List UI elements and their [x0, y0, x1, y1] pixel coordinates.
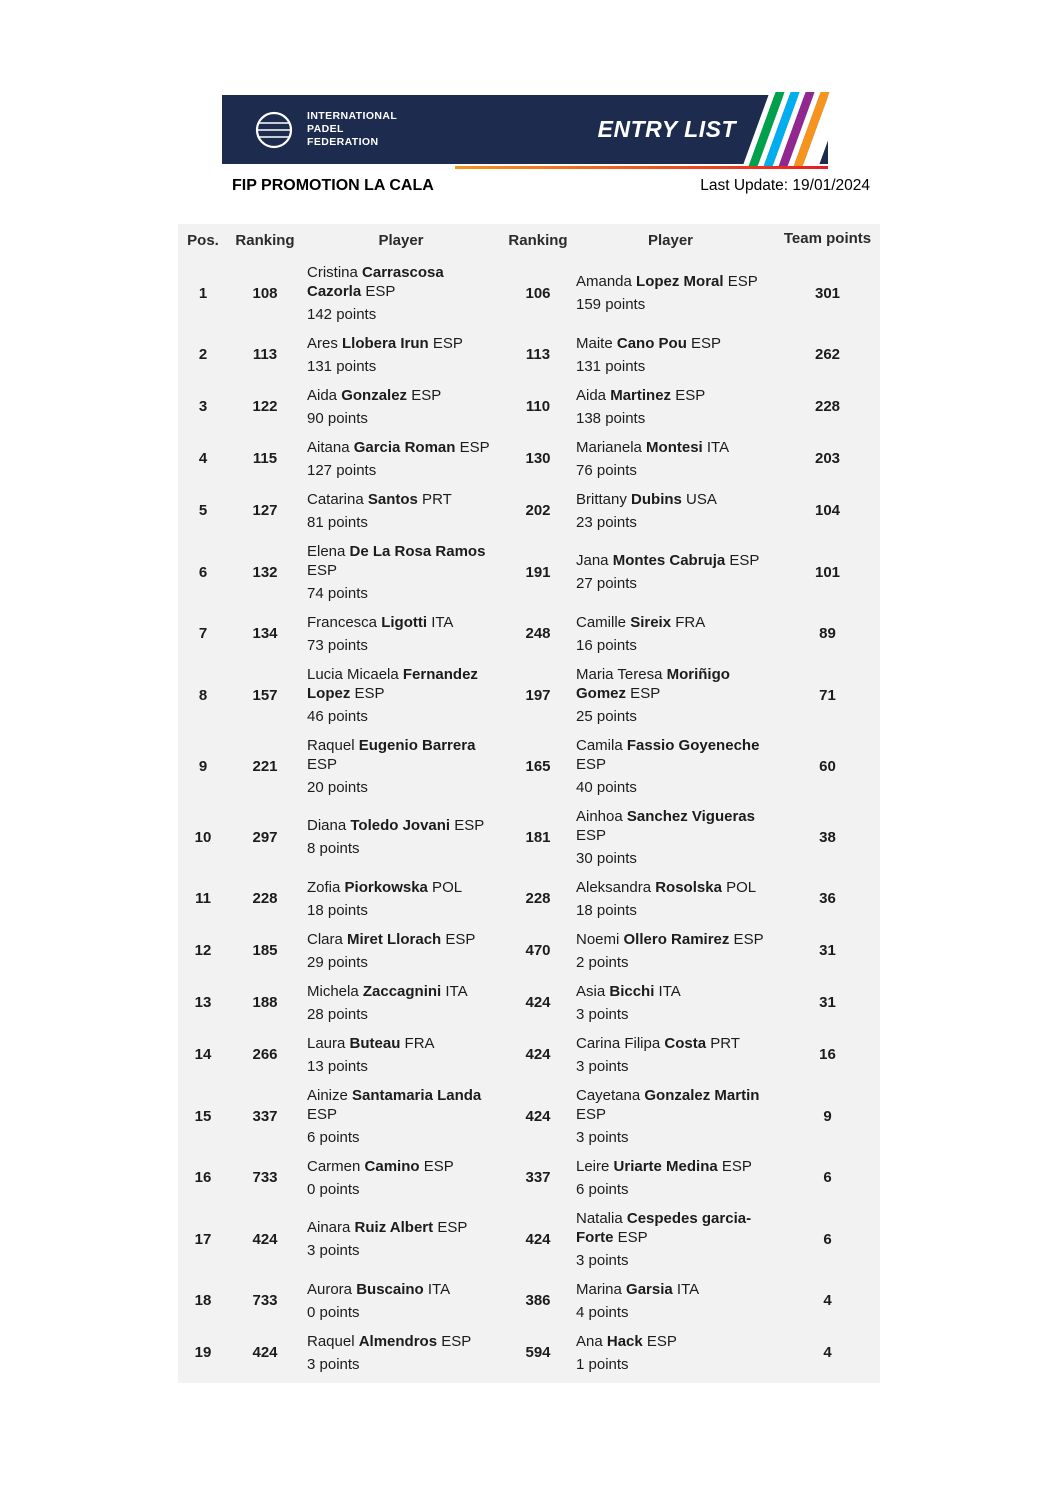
position-cell: 7	[198, 625, 208, 643]
team-points-cell: 101	[814, 563, 841, 581]
player-name: Noemi Ollero Ramirez ESP	[576, 930, 764, 948]
ranking-cell-1: 424	[252, 1344, 278, 1362]
player-points: 90 points	[307, 409, 368, 427]
player-points: 23 points	[576, 513, 637, 531]
player-name: Francesca Ligotti ITA	[307, 613, 454, 631]
player-points: 73 points	[307, 636, 368, 654]
player-cell-1	[302, 334, 505, 376]
banner-stripes-icon	[742, 92, 845, 167]
player-points: 0 points	[307, 1303, 360, 1321]
ranking-cell-1: 228	[252, 890, 278, 908]
position-cell: 8	[198, 686, 208, 704]
player-name: Leire Uriarte Medina ESP	[576, 1157, 752, 1175]
player-name: Cristina Carrascosa Cazorla ESP	[307, 263, 444, 300]
player-cell-1	[302, 1218, 505, 1260]
player-cell-2	[571, 807, 775, 868]
position-cell: 18	[194, 1292, 212, 1310]
player-name: Ainara Ruiz Albert ESP	[307, 1219, 468, 1237]
player-points: 30 points	[576, 849, 637, 867]
player-name: Marianela Montesi ITA	[576, 438, 730, 456]
player-name: Zofia Piorkowska POL	[307, 878, 463, 896]
player-name: Carmen Camino ESP	[307, 1157, 454, 1175]
ranking-cell-1: 188	[252, 994, 278, 1012]
player-cell-2	[571, 878, 775, 920]
position-cell: 2	[198, 346, 208, 364]
player-name: Asia Bicchi ITA	[576, 982, 681, 1000]
player-name: Catarina Santos PRT	[307, 490, 452, 508]
player-points: 40 points	[576, 778, 637, 796]
player-cell-1	[302, 613, 505, 655]
player-cell-2	[571, 386, 775, 428]
player-name: Clara Miret Llorach ESP	[307, 930, 476, 948]
player-points: 18 points	[307, 901, 368, 919]
table-row	[178, 925, 880, 977]
logo-text-line-1: INTERNATIONAL	[307, 109, 398, 122]
player-cell-2	[571, 334, 775, 376]
table-row	[178, 1204, 880, 1275]
ranking-cell-1: 113	[252, 346, 278, 364]
position-cell: 15	[194, 1107, 212, 1125]
team-points-cell: 301	[814, 284, 841, 302]
player-cell-2	[571, 438, 775, 480]
team-points-cell: 71	[819, 686, 836, 704]
table-row	[178, 802, 880, 873]
player-cell-1	[302, 386, 505, 428]
position-cell: 5	[198, 502, 208, 520]
player-name: Aleksandra Rosolska POL	[576, 878, 757, 896]
player-points: 2 points	[576, 953, 629, 971]
player-points: 3 points	[576, 1251, 629, 1269]
player-cell-1	[302, 982, 505, 1024]
ranking-cell-2: 386	[525, 1292, 551, 1310]
player-cell-2	[571, 982, 775, 1024]
player-name: Camille Sireix FRA	[576, 613, 706, 631]
player-name: Marina Garsia ITA	[576, 1280, 700, 1298]
position-cell: 6	[198, 563, 208, 581]
player-cell-1	[302, 878, 505, 920]
team-points-cell: 31	[819, 942, 836, 960]
team-points-cell: 89	[819, 625, 836, 643]
ranking-cell-2: 202	[525, 502, 551, 520]
player-points: 46 points	[307, 707, 368, 725]
position-cell: 3	[198, 398, 208, 416]
player-points: 142 points	[307, 305, 377, 323]
ranking-cell-2: 594	[525, 1344, 551, 1362]
ranking-cell-2: 424	[525, 1046, 551, 1064]
player-name: Lucia Micaela Fernandez Lopez ESP	[307, 665, 478, 702]
fip-logo	[222, 108, 397, 152]
player-points: 25 points	[576, 707, 637, 725]
ranking-cell-2: 228	[525, 890, 551, 908]
player-name: Amanda Lopez Moral ESP	[576, 273, 758, 291]
player-name: Cayetana Gonzalez Martin ESP	[576, 1086, 760, 1123]
table-row	[178, 381, 880, 433]
player-cell-2	[571, 1209, 775, 1270]
player-cell-1	[302, 1332, 505, 1374]
player-name: Ainize Santamaria Landa ESP	[307, 1086, 482, 1123]
player-points: 3 points	[307, 1355, 360, 1373]
player-cell-2	[571, 613, 775, 655]
fip-ball-icon	[252, 108, 296, 152]
col-header-player-2: Player	[647, 231, 694, 249]
fip-logo-text	[307, 110, 397, 149]
ranking-cell-2: 106	[525, 284, 551, 302]
table-row	[178, 977, 880, 1029]
team-points-cell: 6	[823, 1169, 832, 1187]
ranking-cell-1: 157	[252, 686, 278, 704]
player-name: Ares Llobera Irun ESP	[307, 334, 463, 352]
player-name: Aitana Garcia Roman ESP	[307, 438, 490, 456]
col-header-ranking-1: Ranking	[235, 231, 295, 249]
player-cell-1	[302, 438, 505, 480]
position-cell: 1	[198, 284, 208, 302]
team-points-cell: 38	[819, 828, 836, 846]
ranking-cell-2: 165	[525, 757, 551, 775]
player-cell-1	[302, 263, 505, 324]
team-points-cell: 9	[823, 1107, 832, 1125]
player-points: 76 points	[576, 461, 637, 479]
ranking-cell-2: 424	[525, 1230, 551, 1248]
player-cell-1	[302, 665, 505, 726]
table-row	[178, 433, 880, 485]
player-points: 3 points	[307, 1242, 360, 1260]
table-row	[178, 485, 880, 537]
player-points: 1 points	[576, 1355, 629, 1373]
table-row	[178, 258, 880, 329]
player-cell-1	[302, 1280, 505, 1322]
player-name: Raquel Eugenio Barrera ESP	[307, 736, 476, 773]
table-body	[178, 258, 880, 1379]
table-row	[178, 537, 880, 608]
player-cell-2	[571, 551, 775, 593]
team-points-cell: 228	[814, 398, 841, 416]
team-points-cell: 36	[819, 890, 836, 908]
team-points-cell: 104	[814, 502, 841, 520]
table-row	[178, 329, 880, 381]
entry-banner	[222, 95, 828, 164]
player-points: 28 points	[307, 1005, 368, 1023]
table-row	[178, 1029, 880, 1081]
ranking-cell-2: 181	[525, 828, 551, 846]
entry-table	[178, 224, 880, 1383]
ranking-cell-2: 424	[525, 1107, 551, 1125]
player-cell-2	[571, 1034, 775, 1076]
logo-text-line-2: PADEL	[307, 122, 344, 135]
player-name: Brittany Dubins USA	[576, 490, 717, 508]
position-cell: 17	[194, 1230, 212, 1248]
ranking-cell-1: 108	[252, 284, 278, 302]
ranking-cell-1: 733	[252, 1292, 278, 1310]
player-points: 3 points	[576, 1005, 629, 1023]
col-header-pos: Pos.	[187, 231, 219, 249]
team-points-cell: 31	[819, 994, 836, 1012]
team-points-cell: 4	[823, 1292, 832, 1310]
team-points-cell: 16	[819, 1046, 836, 1064]
position-cell: 4	[198, 450, 208, 468]
player-name: Aurora Buscaino ITA	[307, 1280, 451, 1298]
team-points-cell: 262	[814, 346, 841, 364]
position-cell: 13	[194, 994, 212, 1012]
position-cell: 11	[195, 890, 211, 908]
position-cell: 19	[194, 1344, 212, 1362]
player-cell-1	[302, 930, 505, 972]
player-cell-2	[571, 272, 775, 314]
player-cell-2	[571, 665, 775, 726]
player-name: Carina Filipa Costa PRT	[576, 1034, 740, 1052]
player-cell-1	[302, 1034, 505, 1076]
ranking-cell-2: 113	[525, 346, 551, 364]
table-row	[178, 608, 880, 660]
entry-list-label: ENTRY LIST	[597, 116, 736, 142]
player-points: 127 points	[307, 461, 377, 479]
player-points: 131 points	[576, 357, 646, 375]
title-row	[232, 177, 870, 195]
table-row	[178, 660, 880, 731]
player-points: 74 points	[307, 584, 368, 602]
player-points: 20 points	[307, 778, 368, 796]
player-name: Michela Zaccagnini ITA	[307, 982, 468, 1000]
ranking-cell-1: 297	[252, 828, 278, 846]
player-points: 29 points	[307, 953, 368, 971]
ranking-cell-1: 221	[252, 757, 278, 775]
ranking-cell-1: 134	[252, 625, 278, 643]
player-points: 131 points	[307, 357, 377, 375]
position-cell: 10	[194, 828, 212, 846]
ranking-cell-2: 470	[525, 942, 551, 960]
table-row	[178, 1152, 880, 1204]
ranking-cell-2: 337	[525, 1169, 551, 1187]
player-cell-1	[302, 490, 505, 532]
player-cell-2	[571, 1332, 775, 1374]
ranking-cell-2: 248	[525, 625, 551, 643]
player-cell-1	[302, 816, 505, 858]
table-row	[178, 1327, 880, 1379]
player-name: Maite Cano Pou ESP	[576, 334, 722, 352]
ranking-cell-1: 122	[252, 398, 278, 416]
table-header	[178, 224, 880, 258]
player-name: Elena De La Rosa Ramos ESP	[307, 542, 486, 579]
player-cell-1	[302, 1086, 505, 1147]
ranking-cell-1: 185	[252, 942, 278, 960]
player-points: 16 points	[576, 636, 637, 654]
player-name: Maria Teresa Moriñigo Gomez ESP	[576, 665, 730, 702]
logo-text-line-3: FEDERATION	[307, 136, 379, 149]
player-points: 81 points	[307, 513, 368, 531]
player-name: Aida Gonzalez ESP	[307, 386, 442, 404]
col-header-player-1: Player	[378, 231, 424, 249]
player-points: 13 points	[307, 1057, 368, 1075]
banner-underline	[455, 166, 828, 169]
team-points-cell: 4	[823, 1344, 832, 1362]
ranking-cell-2: 424	[525, 994, 551, 1012]
player-points: 27 points	[576, 575, 637, 593]
player-cell-1	[302, 736, 505, 797]
player-points: 8 points	[307, 840, 360, 858]
position-cell: 9	[198, 757, 208, 775]
ranking-cell-2: 191	[525, 563, 551, 581]
ranking-cell-1: 132	[252, 563, 278, 581]
ranking-cell-2: 110	[525, 398, 551, 416]
table-row	[178, 873, 880, 925]
col-header-ranking-2: Ranking	[508, 231, 568, 249]
player-cell-2	[571, 736, 775, 797]
position-cell: 16	[194, 1169, 212, 1187]
player-name: Jana Montes Cabruja ESP	[576, 552, 760, 570]
player-cell-2	[571, 1157, 775, 1199]
position-cell: 14	[194, 1046, 212, 1064]
ranking-cell-2: 130	[525, 450, 551, 468]
table-row	[178, 1081, 880, 1152]
ranking-cell-1: 115	[252, 450, 278, 468]
player-cell-2	[571, 1280, 775, 1322]
player-points: 6 points	[576, 1180, 629, 1198]
player-cell-1	[302, 1157, 505, 1199]
team-points-cell: 60	[819, 757, 836, 775]
position-cell: 12	[194, 942, 212, 960]
page-title: FIP PROMOTION LA CALA	[232, 177, 434, 194]
player-cell-1	[302, 542, 505, 603]
player-cell-2	[571, 930, 775, 972]
player-points: 138 points	[576, 409, 646, 427]
last-update-label: Last Update: 19/01/2024	[700, 177, 870, 194]
ranking-cell-1: 424	[252, 1230, 278, 1248]
player-name: Ainhoa Sanchez Vigueras ESP	[576, 807, 755, 844]
ranking-cell-1: 337	[252, 1107, 278, 1125]
player-points: 3 points	[576, 1057, 629, 1075]
player-name: Diana Toledo Jovani ESP	[307, 817, 485, 835]
ranking-cell-1: 266	[252, 1046, 278, 1064]
ranking-cell-1: 733	[252, 1169, 278, 1187]
player-name: Camila Fassio Goyeneche ESP	[576, 736, 760, 773]
table-row	[178, 1275, 880, 1327]
player-name: Natalia Cespedes garcia-Forte ESP	[576, 1209, 752, 1246]
team-points-cell: 203	[814, 450, 841, 468]
ranking-cell-1: 127	[252, 502, 278, 520]
player-name: Ana Hack ESP	[576, 1332, 677, 1350]
player-name: Raquel Almendros ESP	[307, 1332, 472, 1350]
player-points: 6 points	[307, 1128, 360, 1146]
table-row	[178, 731, 880, 802]
player-name: Aida Martinez ESP	[576, 386, 706, 404]
player-cell-2	[571, 490, 775, 532]
col-header-team-points: Team points	[783, 230, 872, 247]
player-name: Laura Buteau FRA	[307, 1034, 435, 1052]
player-points: 0 points	[307, 1180, 360, 1198]
player-points: 18 points	[576, 901, 637, 919]
player-points: 159 points	[576, 296, 646, 314]
ranking-cell-2: 197	[525, 686, 551, 704]
player-points: 4 points	[576, 1303, 629, 1321]
player-cell-2	[571, 1086, 775, 1147]
player-points: 3 points	[576, 1128, 629, 1146]
team-points-cell: 6	[823, 1230, 832, 1248]
